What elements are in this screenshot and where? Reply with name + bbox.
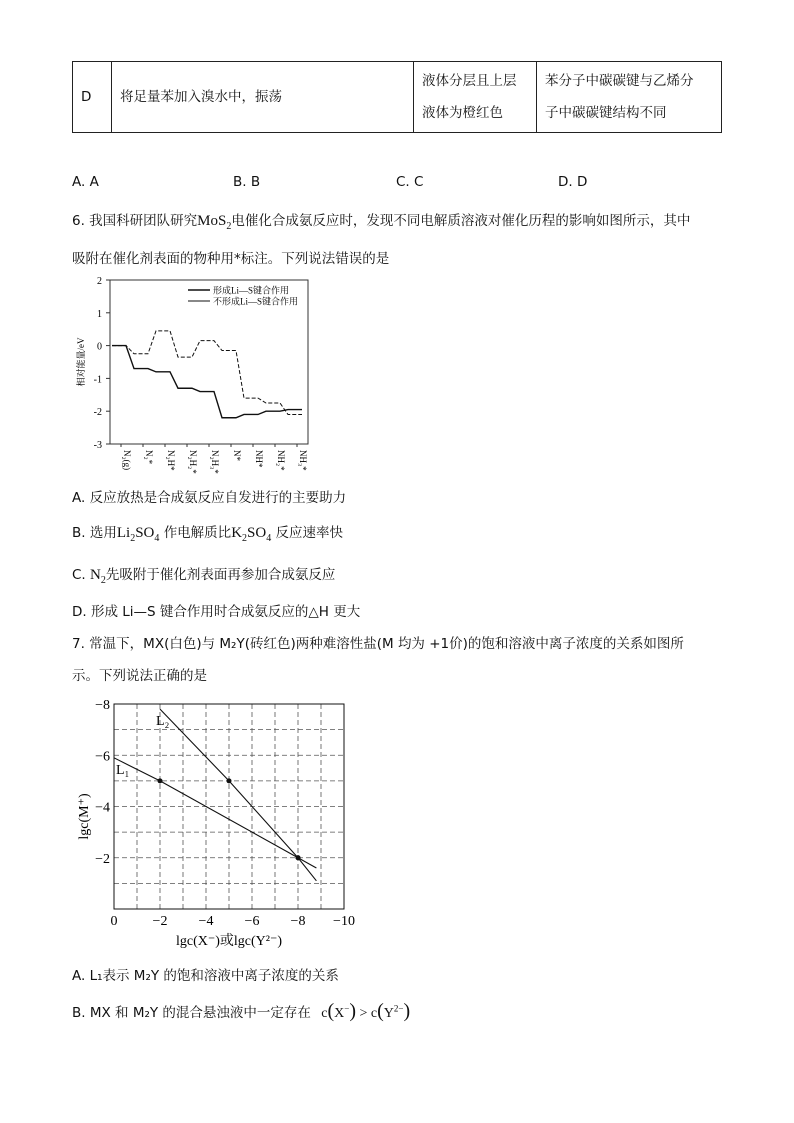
- q7-option-a: A. L₁表示 M₂Y 的饱和溶液中离子浓度的关系: [72, 968, 339, 984]
- q6-stem-text: 6. 我国科研团队研究: [72, 213, 198, 229]
- y-tick-label: −2: [95, 851, 110, 867]
- q7-option-b: B. MX 和 M₂Y 的混合悬浊液中一定存在 $c(X^-) > c(Y^{2-})$: [72, 1000, 411, 1022]
- energy-chart: [72, 272, 322, 478]
- q6-stem-text-2: 电催化合成氨反应时，发现不同电解质溶液对催化历程的影响如图所示，其中: [231, 213, 691, 229]
- solubility-chart: [72, 690, 372, 950]
- data-point: [227, 778, 232, 783]
- data-point: [296, 855, 301, 860]
- y-tick-label: −6: [95, 749, 110, 765]
- series-line-without-li-s: [112, 331, 302, 415]
- y-tick-label: -2: [93, 407, 102, 419]
- phenomenon-cell: [414, 62, 537, 133]
- x-tick-label: N*: [232, 450, 242, 461]
- x-tick-label: −10: [333, 914, 355, 929]
- y-tick-label: -1: [93, 374, 102, 386]
- mos2-formula: MoS$_2$: [197, 213, 232, 232]
- q6-stem-line-1: [72, 209, 690, 232]
- x-tick-label: N₂(g): [122, 450, 132, 471]
- q7-stem-line-1: 7. 常温下，MX(白色)与 M₂Y(砖红色)两种难溶性盐(M 均为 +1价)的饱和溶液中离子浓度的关系如图所: [72, 636, 684, 652]
- y-axis-label: 相对能量/eV: [76, 337, 86, 387]
- q6-stem-line-2: 吸附在催化剂表面的物种用*标注。下列说法错误的是: [72, 251, 390, 267]
- q5-choice-d: D. D: [558, 174, 588, 190]
- operation-cell: 将足量苯加入溴水中，振荡: [112, 62, 414, 133]
- q5-choice-a: A. A: [72, 174, 99, 190]
- series-label-l2: L₂: [156, 714, 170, 730]
- inequality-expression: $c(X^-) > c(Y^{2-})$: [321, 1000, 411, 1022]
- x-tick-label: −2: [152, 914, 168, 929]
- series-label-l1: L₁: [116, 762, 130, 778]
- x-tick-label: NH₃*: [298, 450, 308, 471]
- q6-option-d: D. 形成 Li—S 键合作用时合成氨反应的△H 更大: [72, 604, 361, 620]
- data-point: [158, 778, 163, 783]
- conclusion-line-1: 苯分子中碳碳键与乙烯分: [545, 73, 694, 89]
- conclusion-line-2: 子中碳碳键结构不同: [545, 105, 667, 121]
- x-tick-label: −6: [244, 914, 260, 929]
- x-tick-label: NH*: [254, 450, 264, 468]
- x-tick-label: 0: [110, 914, 118, 929]
- x-tick-label: NH₂*: [276, 450, 286, 471]
- q5-choice-b: B. B: [233, 174, 261, 190]
- y-tick-label: 1: [97, 308, 102, 320]
- y-axis-label: lgc(M⁺): [77, 793, 92, 840]
- conclusion-cell: [537, 62, 722, 133]
- series-line-with-li-s: [112, 346, 302, 418]
- y-tick-label: 2: [97, 276, 102, 287]
- q6-option-c: C. $N_2$先吸附于催化剂表面再参加合成氨反应: [72, 567, 336, 586]
- series-line-l1: [114, 758, 316, 868]
- x-tick-label: N₂H₂*: [188, 450, 198, 474]
- q6-option-a: A. 反应放热是合成氨反应自发进行的主要助力: [72, 490, 347, 506]
- li2so4-formula: $Li_2SO_4$: [116, 525, 160, 544]
- n2-formula: $N_2$: [90, 567, 106, 586]
- x-tick-label: −4: [198, 914, 214, 929]
- answer-table: [72, 61, 722, 133]
- q6-option-b: B. 选用$Li_2SO_4$ 作电解质比$K_2SO_4$ 反应速率快: [72, 525, 344, 544]
- q7-stem-line-2: 示。下列说法正确的是: [72, 668, 207, 684]
- legend-label: 形成Li—S键合作用: [213, 285, 290, 296]
- y-tick-label: 0: [97, 341, 102, 353]
- x-tick-label: N₂H*: [166, 450, 176, 471]
- x-tick-label: −8: [290, 914, 306, 929]
- y-tick-label: −8: [95, 698, 110, 713]
- q5-choice-c: C. C: [396, 174, 424, 190]
- x-axis-label: lgc(X⁻)或lgc(Y²⁻): [175, 934, 283, 949]
- y-tick-label: -3: [93, 440, 102, 451]
- k2so4-formula: $K_2SO_4$: [231, 525, 272, 544]
- row-label-cell: D: [73, 62, 112, 133]
- phenomenon-line-1: 液体分层且上层: [422, 73, 517, 89]
- x-tick-label: N₂H₃*: [210, 450, 220, 474]
- legend-label: 不形成Li—S键合作用: [213, 296, 299, 307]
- table-row: [73, 62, 722, 133]
- x-tick-label: N₂*: [144, 450, 154, 465]
- phenomenon-line-2: 液体为橙红色: [422, 105, 503, 121]
- y-tick-label: −4: [95, 800, 110, 816]
